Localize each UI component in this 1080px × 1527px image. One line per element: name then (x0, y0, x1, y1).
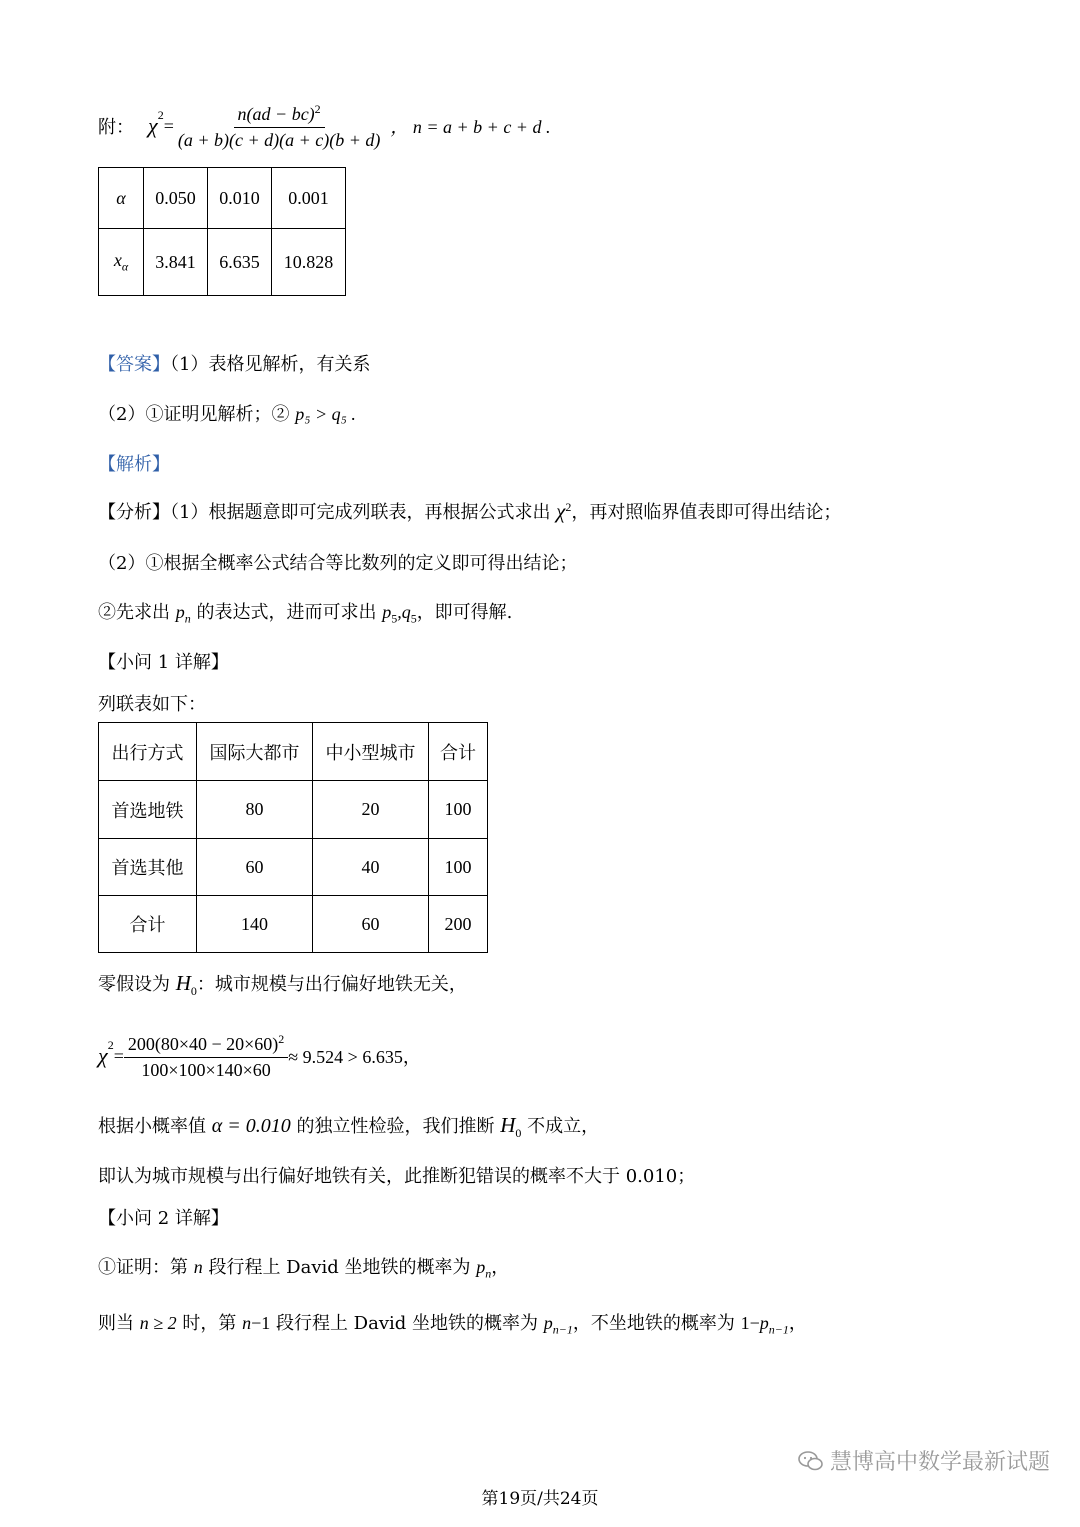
q1-title: 【小问 1 详解】 (98, 652, 229, 673)
fenxi-l3c: ，即可得解. (416, 602, 513, 623)
pn-symbol: $p_n$ (175, 602, 191, 626)
answer-line-1 (98, 350, 370, 376)
chi-symbol: χ (148, 113, 158, 138)
fenxi-tag: 【分析】 (98, 502, 170, 523)
table-row (99, 781, 488, 839)
proof1-c: ， (491, 1257, 510, 1278)
p5-q5: $p_5,q_5$ (382, 602, 417, 626)
pn-symbol: $p_n$ (476, 1257, 492, 1281)
table-cell: 0.050 (144, 168, 208, 229)
answer-part2-math: p₅ > q₅ . (295, 404, 356, 424)
chi-exponent: 2 (157, 108, 164, 122)
table-cell: 140 (197, 896, 313, 953)
chi-exponent: 2 (107, 1038, 114, 1052)
hypothesis-b: ：城市规模与出行偏好地铁无关， (196, 974, 467, 995)
proof2-c: 段行程上 David 坐地铁的概率为 (270, 1313, 544, 1334)
table-cell: α (99, 168, 144, 229)
calc-numerator: 200(80×40 − 20×60) (127, 1033, 279, 1054)
watermark-text: 慧博高中数学最新试题 (829, 1450, 1050, 1475)
chi-calc-fraction (124, 1032, 288, 1081)
page-footer: 第19页/共24页 (481, 1489, 599, 1509)
table-row (99, 168, 346, 229)
calc-numerator-exponent: 2 (278, 1031, 285, 1046)
proof1-b: 段行程上 David 坐地铁的概率为 (202, 1257, 477, 1278)
table-cell: 首选其他 (99, 839, 197, 896)
formula-numerator: n(ad − bc) (237, 103, 315, 124)
chi-exponent: 2 (565, 500, 572, 514)
watermark (798, 1445, 1050, 1476)
chi-square-formula (98, 96, 550, 156)
table-cell: 200 (429, 896, 488, 953)
proof-line-2 (98, 1309, 807, 1338)
table-header-row (99, 723, 488, 781)
conclusion-b: 的独立性检验，我们推断 (290, 1116, 501, 1137)
chi-fraction (174, 102, 385, 151)
proof2-b: 时，第 (176, 1313, 243, 1334)
null-hypothesis (98, 970, 467, 999)
fenxi-line-1 (98, 498, 841, 524)
table-row (99, 896, 488, 953)
numerator-exponent: 2 (314, 101, 321, 116)
table-cell: 60 (197, 839, 313, 896)
table-cell: 40 (313, 839, 429, 896)
fenxi-l1a: （1）根据题意即可完成列联表，再根据公式求出 (170, 502, 557, 523)
table-header-cell: 合计 (429, 723, 488, 781)
table-intro: 列联表如下： (98, 694, 206, 715)
equals-sign: = (113, 1045, 124, 1066)
formula-denominator: (a + b)(c + d)(a + c)(b + d) (177, 129, 381, 150)
answer-tag: 【答案】 (98, 354, 170, 375)
fenxi-l1b: ，再对照临界值表即可得出结论； (571, 502, 842, 523)
table-cell: 0.010 (208, 168, 272, 229)
hypothesis-a: 零假设为 (98, 974, 176, 995)
n-symbol: n (193, 1257, 203, 1277)
table-cell: 6.635 (208, 229, 272, 296)
table-cell: 首选地铁 (99, 781, 197, 839)
fenxi-line-3 (98, 598, 512, 627)
table-row (99, 839, 488, 896)
fenxi-line-2: （2）①根据全概率公式结合等比数列的定义即可得出结论； (98, 553, 578, 574)
q2-title: 【小问 2 详解】 (98, 1208, 229, 1229)
proof2-a: 则当 (98, 1313, 140, 1334)
wechat-icon (798, 1450, 824, 1472)
formula-suffix: ， n = a + b + c + d . (390, 117, 551, 137)
answer-line-2 (98, 400, 356, 426)
table-header-cell: 中小型城市 (313, 723, 429, 781)
table-cell: 100 (429, 839, 488, 896)
proof1-a: ①证明：第 (98, 1257, 194, 1278)
table-cell: 10.828 (272, 229, 346, 296)
table-row (99, 229, 346, 296)
conclusion-line-1 (98, 1112, 599, 1141)
equals-sign: = (163, 115, 174, 136)
chi-calculation (98, 1024, 421, 1088)
alpha-value: α = 0.010 (211, 1115, 291, 1137)
table-cell: 80 (197, 781, 313, 839)
fenxi-l3b: 的表达式，进而可求出 (190, 602, 383, 623)
table-cell: 20 (313, 781, 429, 839)
table-cell: 合计 (99, 896, 197, 953)
formula-prefix: 附： (98, 117, 134, 138)
conclusion-line-2: 即认为城市规模与出行偏好地铁有关，此推断犯错误的概率不大于 0.010； (98, 1166, 696, 1187)
table-header-cell: 出行方式 (99, 723, 197, 781)
n-condition: n ≥ 2 (139, 1313, 177, 1333)
contingency-table (98, 722, 488, 953)
proof2-e: ， (788, 1313, 807, 1334)
x-symbol: x (113, 249, 122, 270)
h0-symbol: $H_0$ (175, 971, 197, 999)
answer-part2-prefix: （2）①证明见解析；② (98, 404, 296, 425)
table-cell: 0.001 (272, 168, 346, 229)
proof2-d: ，不坐地铁的概率为 (572, 1313, 741, 1334)
table-cell: 3.841 (144, 229, 208, 296)
table-cell: 100 (429, 781, 488, 839)
chi-symbol: χ (98, 1043, 108, 1068)
h0-symbol: $H_0$ (500, 1113, 522, 1141)
chi-symbol: χ (556, 499, 566, 523)
calc-result: ≈ 9.524 > 6.635， (288, 1047, 421, 1067)
conclusion-c: 不成立， (521, 1116, 600, 1137)
pn-1-symbol: $p_{n-1}$ (543, 1313, 573, 1337)
alpha-subscript: α (121, 259, 129, 274)
table-header-cell: 国际大都市 (197, 723, 313, 781)
critical-value-table (98, 167, 346, 296)
proof-line-1 (98, 1253, 509, 1282)
table-cell (99, 229, 144, 296)
answer-part1: （1）表格见解析，有关系 (170, 354, 371, 375)
one-minus-pn-1: $1-p_{n-1}$ (740, 1313, 789, 1337)
analysis-tag: 【解析】 (98, 454, 170, 475)
table-cell: 60 (313, 896, 429, 953)
conclusion-a: 根据小概率值 (98, 1116, 212, 1137)
fenxi-l3a: ②先求出 (98, 602, 176, 623)
n-minus-1: n−1 (242, 1313, 271, 1333)
calc-denominator: 100×100×140×60 (141, 1059, 271, 1080)
